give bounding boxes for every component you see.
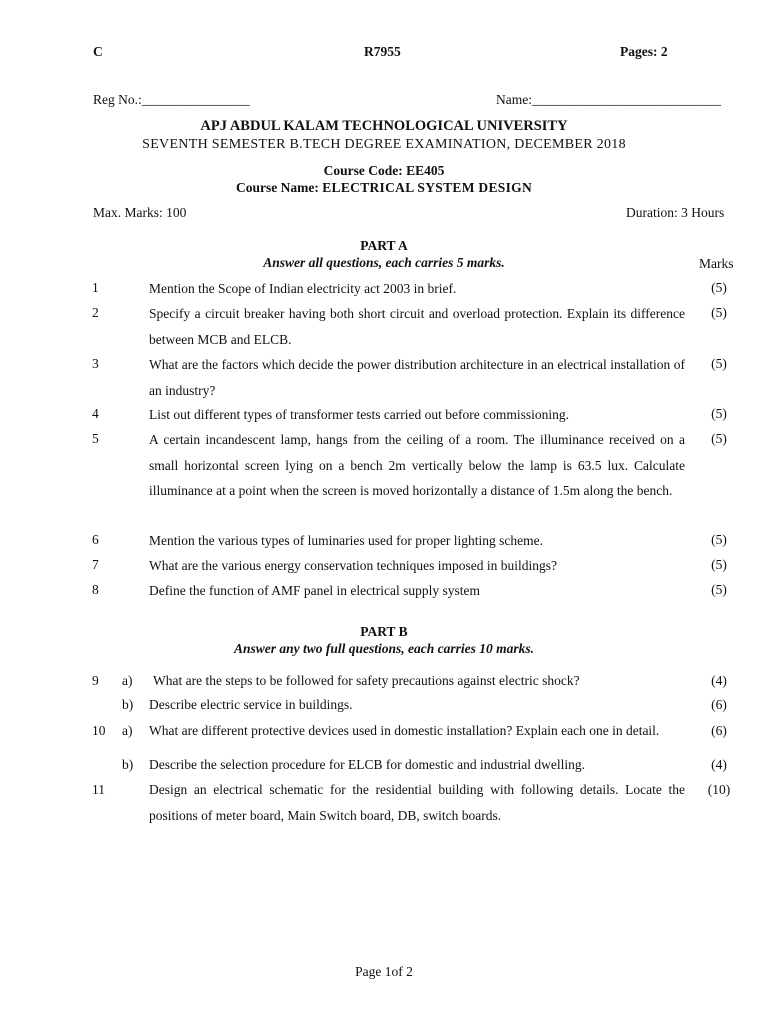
course-code: Course Code: EE405	[323, 163, 445, 178]
question-number: 10	[92, 723, 106, 738]
question-number: 8	[92, 582, 99, 597]
question-marks: (5)	[711, 305, 727, 320]
page-count: Pages: 2	[620, 44, 668, 59]
question-marks: (5)	[711, 280, 727, 295]
course-name-line	[0, 180, 768, 196]
question-text: What are the various energy conservation techniques imposed in buildings?	[149, 558, 558, 573]
name-field: Name:____________________________	[496, 92, 721, 107]
exam-title: SEVENTH SEMESTER B.TECH DEGREE EXAMINATION, DECEMBER 2018	[142, 137, 626, 152]
question-marks: (6)	[711, 723, 727, 738]
question-marks: (5)	[711, 431, 727, 446]
question-number: 1	[92, 280, 99, 295]
question-number: 2	[92, 305, 99, 320]
question-text: What are the factors which decide the power distribution architecture in an electrical installation of an industry?	[149, 357, 685, 398]
max-marks: Max. Marks: 100	[93, 205, 187, 220]
question-text: Mention the Scope of Indian electricity act 2003 in brief.	[149, 281, 457, 296]
question-number: 5	[92, 431, 99, 446]
question-marks: (5)	[711, 532, 727, 547]
marks-header: Marks	[699, 256, 734, 271]
question-text: List out different types of transformer tests carried out before commissioning.	[149, 407, 570, 422]
part-b-list	[0, 672, 768, 823]
part-a-list	[0, 276, 768, 598]
reg-no-field: Reg No.:________________	[93, 92, 250, 107]
part-a-instruction: Answer all questions, each carries 5 marks.	[263, 255, 505, 270]
question-text: Describe the selection procedure for ELCB for domestic and industrial dwelling.	[149, 757, 585, 772]
question-text: Design an electrical schematic for the residential building with following details. Locate the positions of meter board, Main Switch board, DB, switch boards.	[149, 782, 685, 823]
question-marks: (4)	[711, 757, 727, 772]
question-text: What are the steps to be followed for safety precautions against electric shock?	[153, 673, 580, 688]
question-sub-label: a)	[122, 673, 133, 688]
question-number: 3	[92, 356, 99, 371]
question-marks: (5)	[711, 557, 727, 572]
paper-code: R7955	[364, 44, 401, 59]
question-number: 7	[92, 557, 99, 572]
question-number: 9	[92, 673, 99, 688]
question-text: Describe electric service in buildings.	[149, 697, 353, 712]
question-text: What are different protective devices used in domestic installation? Explain each one in detail.	[149, 723, 660, 738]
question-marks: (4)	[711, 673, 727, 688]
question-number: 4	[92, 406, 99, 421]
question-sub-label: b)	[122, 757, 134, 772]
course-name-label: Course Name:	[236, 180, 319, 195]
question-marks: (10)	[707, 782, 731, 797]
question-text: A certain incandescent lamp, hangs from the ceiling of a room. The illuminance received on a small horizontal screen lying on a bench 2m vertically below the lamp is 63.5 lux. Calculate illuminance at a point when the screen is moved horizontally a distance of 1.5m along the bench.	[149, 432, 685, 498]
duration: Duration: 3 Hours	[626, 205, 725, 220]
page-number: Page 1of 2	[355, 964, 413, 979]
question-text: Mention the various types of luminaries used for proper lighting scheme.	[149, 533, 544, 548]
question-marks: (5)	[711, 356, 727, 371]
course-name: ELECTRICAL SYSTEM DESIGN	[322, 180, 532, 195]
question-marks: (5)	[711, 582, 727, 597]
question-number: 6	[92, 532, 99, 547]
set-code: C	[93, 44, 103, 59]
question-marks: (5)	[711, 406, 727, 421]
question-number: 11	[92, 782, 105, 797]
part-b-title: PART B	[360, 624, 408, 639]
question-text: Define the function of AMF panel in electrical supply system	[149, 583, 481, 598]
part-a-title: PART A	[360, 238, 408, 253]
question-text: Specify a circuit breaker having both short circuit and overload protection. Explain its difference between MCB and ELCB.	[149, 306, 685, 347]
question-marks: (6)	[711, 697, 727, 712]
question-sub-label: b)	[122, 697, 134, 712]
university-title: APJ ABDUL KALAM TECHNOLOGICAL UNIVERSITY	[200, 118, 568, 134]
part-b-instruction: Answer any two full questions, each carries 10 marks.	[233, 641, 535, 656]
question-sub-label: a)	[122, 723, 133, 738]
